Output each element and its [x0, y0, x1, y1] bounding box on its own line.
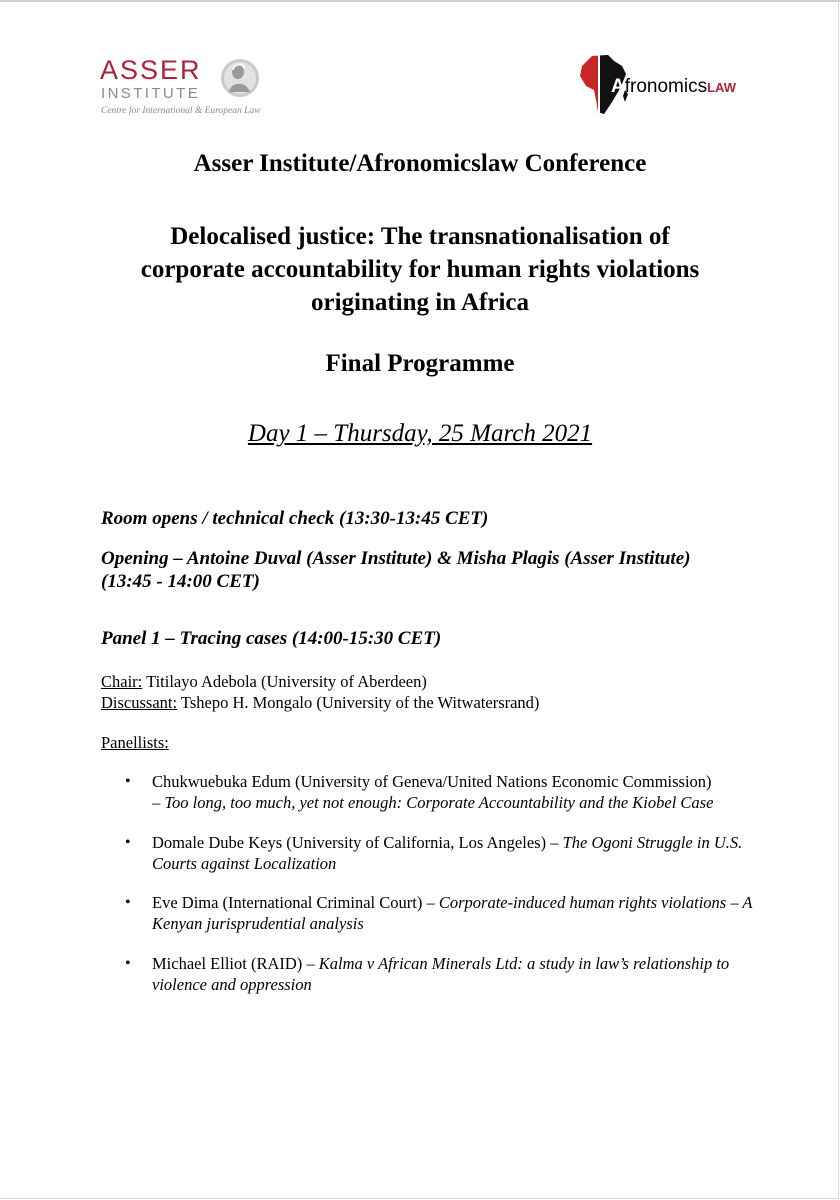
panellist-item [152, 953, 762, 995]
programme-heading: Final Programme [325, 350, 515, 377]
event-title-line: corporate accountability for human rights violations [140, 256, 700, 283]
event-title-line: originating in Africa [310, 289, 530, 316]
afronomics-name: fronomics [624, 76, 708, 97]
asser-logo-tagline: Centre for International & European Law [101, 106, 261, 116]
panellist-talk: Corporate-induced human rights violations – A Kenyan jurisprudential analysis [152, 893, 753, 933]
panellist-talk: The Ogoni Struggle in U.S. Courts against Localization [152, 833, 743, 873]
session-opening-time: (13:45 - 14:00 CET) [101, 571, 260, 592]
page-top-rule [0, 0, 840, 2]
session-room-opens: Room opens / technical check (13:30-13:45 CET) [101, 508, 489, 529]
session-panel-1: Panel 1 – Tracing cases (14:00-15:30 CET) [101, 628, 442, 649]
bullet-icon: • [125, 773, 131, 790]
panellists-label: Panellists: [101, 733, 169, 752]
chair-line [101, 671, 761, 692]
panel-1-chairs [101, 671, 761, 713]
chair-label: Chair: [101, 672, 143, 691]
asser-logo-subname: INSTITUTE [101, 85, 201, 102]
panellist-item [152, 832, 762, 874]
discussant-line [101, 692, 761, 713]
panellist-item [152, 892, 762, 934]
asser-institute-logo [100, 56, 270, 126]
afronomics-wordmark [611, 77, 736, 98]
event-title-line: Delocalised justice: The transnationalisation of [170, 223, 670, 250]
discussant-value: Tshepo H. Mongalo (University of the Witwatersrand) [177, 693, 540, 712]
day-heading [0, 420, 840, 448]
panellist-talk: – Too long, too much, yet not enough: Corporate Accountability and the Kiobel Case [152, 793, 714, 812]
session-opening [101, 547, 761, 593]
asser-logo-name: ASSER [100, 55, 202, 85]
afronomics-law-suffix: LAW [707, 80, 736, 95]
bullet-icon: • [125, 894, 131, 911]
panellist-item [152, 771, 762, 813]
discussant-label: Discussant: [101, 693, 178, 712]
panellist-name: Michael Elliot (RAID) – [152, 954, 319, 973]
panellist-name: Eve Dima (International Criminal Court) – [152, 893, 439, 912]
bullet-icon: • [125, 834, 131, 851]
asser-portrait-icon [220, 56, 260, 100]
chair-value: Titilayo Adebola (University of Aberdeen) [142, 672, 427, 691]
panellist-name: Domale Dube Keys (University of California, Los Angeles) – [152, 833, 563, 852]
panellist-talk: Kalma v African Minerals Ltd: a study in law’s relationship to violence and oppression [152, 954, 730, 994]
afronomics-law-logo [578, 54, 748, 118]
session-opening-line: Opening – Antoine Duval (Asser Institute) & Misha Plagis (Asser Institute) [101, 548, 691, 569]
conference-title: Asser Institute/Afronomicslaw Conference [193, 150, 647, 177]
event-title [0, 220, 840, 319]
afronomics-first-letter: A [611, 76, 625, 97]
panellist-name: Chukwuebuka Edum (University of Geneva/United Nations Economic Commission) [152, 772, 712, 791]
day-heading-text: Day 1 – Thursday, 25 March 2021 [247, 420, 593, 447]
bullet-icon: • [125, 955, 131, 972]
